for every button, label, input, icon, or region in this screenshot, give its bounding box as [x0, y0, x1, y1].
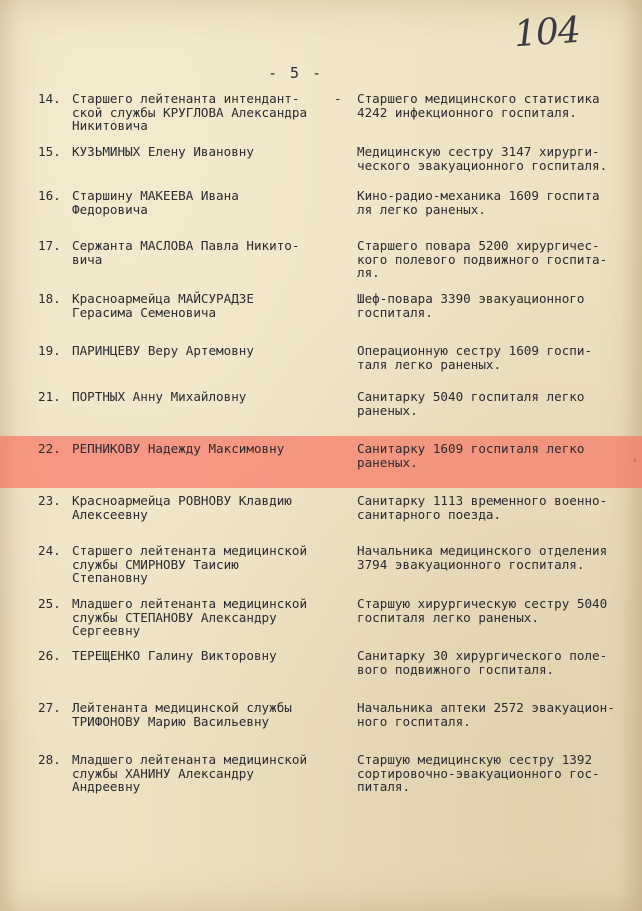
entry-number: 15.: [38, 144, 61, 159]
entry-name: РЕПНИКОВУ Надежду Максимовну: [72, 441, 285, 456]
entry-description: Кино-радио-механика 1609 госпита ля легко раненых.: [357, 188, 600, 217]
entry-number: 17.: [38, 238, 61, 253]
entry-number: 16.: [38, 188, 61, 203]
entry-name: Старшего лейтенанта медицинской службы СМИРНОВУ Таисию Степановну: [72, 543, 308, 585]
entry-name: Сержанта МАСЛОВА Павла Никито- вича: [72, 238, 300, 267]
entry-number: 25.: [38, 596, 61, 611]
entry-name: ПОРТНЫХ Анну Михайловну: [72, 389, 247, 404]
chevron-right-icon: ›: [632, 456, 638, 466]
entry-number: 28.: [38, 752, 61, 767]
entry-name: КУЗЬМИНЫХ Елену Ивановну: [72, 144, 254, 159]
entry-number: 27.: [38, 700, 61, 715]
entry-number: 26.: [38, 648, 61, 663]
entry-number: 22.: [38, 441, 61, 456]
entry-description: Старшего повара 5200 хирургичес- кого полевого подвижного госпита- ля.: [357, 238, 608, 280]
entry-number: 23.: [38, 493, 61, 508]
entry-description: Санитарку 1609 госпиталя легко раненых.: [357, 441, 585, 470]
page-number: - 5 -: [268, 64, 324, 82]
entry-name: ТЕРЕЩЕНКО Галину Викторовну: [72, 648, 277, 663]
entry-description: Старшую медицинскую сестру 1392 сортировочно-эвакуационного гос- питаля.: [357, 752, 600, 794]
entry-number: 18.: [38, 291, 61, 306]
entry-description: Санитарку 1113 временного военно- санитарного поезда.: [357, 493, 608, 522]
entry-dash: -: [334, 91, 342, 106]
entry-name: Лейтенанта медицинской службы ТРИФОНОВУ Марию Васильевну: [72, 700, 292, 729]
entry-description: Санитарку 30 хирургического поле- вого подвижного госпиталя.: [357, 648, 608, 677]
entry-name: Старшего лейтенанта интендант- ской службы КРУГЛОВА Александра Никитовича: [72, 91, 308, 133]
entry-name: Красноармейца МАЙСУРАДЗЕ Герасима Семеновича: [72, 291, 254, 320]
entry-name: Красноармейца РОВНОВУ Клавдию Алексеевну: [72, 493, 292, 522]
entry-description: Старшую хирургическую сестру 5040 госпиталя легко раненых.: [357, 596, 608, 625]
entry-description: Начальника медицинского отделения 3794 эвакуационного госпиталя.: [357, 543, 608, 572]
entry-number: 14.: [38, 91, 61, 106]
entry-name: ПАРИНЦЕВУ Веру Артемовну: [72, 343, 254, 358]
entry-description: Санитарку 5040 госпиталя легко раненых.: [357, 389, 585, 418]
entry-number: 21.: [38, 389, 61, 404]
handwritten-page-number: 104: [512, 9, 582, 56]
entry-name: Младшего лейтенанта медицинской службы СТЕПАНОВУ Александру Сергеевну: [72, 596, 308, 638]
entry-name: Старшину МАКЕЕВА Ивана Федоровича: [72, 188, 239, 217]
entry-number: 24.: [38, 543, 61, 558]
entry-description: Начальника аптеки 2572 эвакуацион- ного госпиталя.: [357, 700, 615, 729]
entry-name: Младшего лейтенанта медицинской службы ХАНИНУ Александру Андреевну: [72, 752, 308, 794]
entry-description: Операционную сестру 1609 госпи- таля легко раненых.: [357, 343, 593, 372]
entry-description: Старшего медицинского статистика 4242 инфекционного госпиталя.: [357, 91, 600, 120]
entry-number: 19.: [38, 343, 61, 358]
entry-description: Шеф-повара 3390 эвакуационного госпиталя.: [357, 291, 585, 320]
entry-description: Медицинскую сестру 3147 хирурги- ческого эвакуационного госпиталя.: [357, 144, 608, 173]
